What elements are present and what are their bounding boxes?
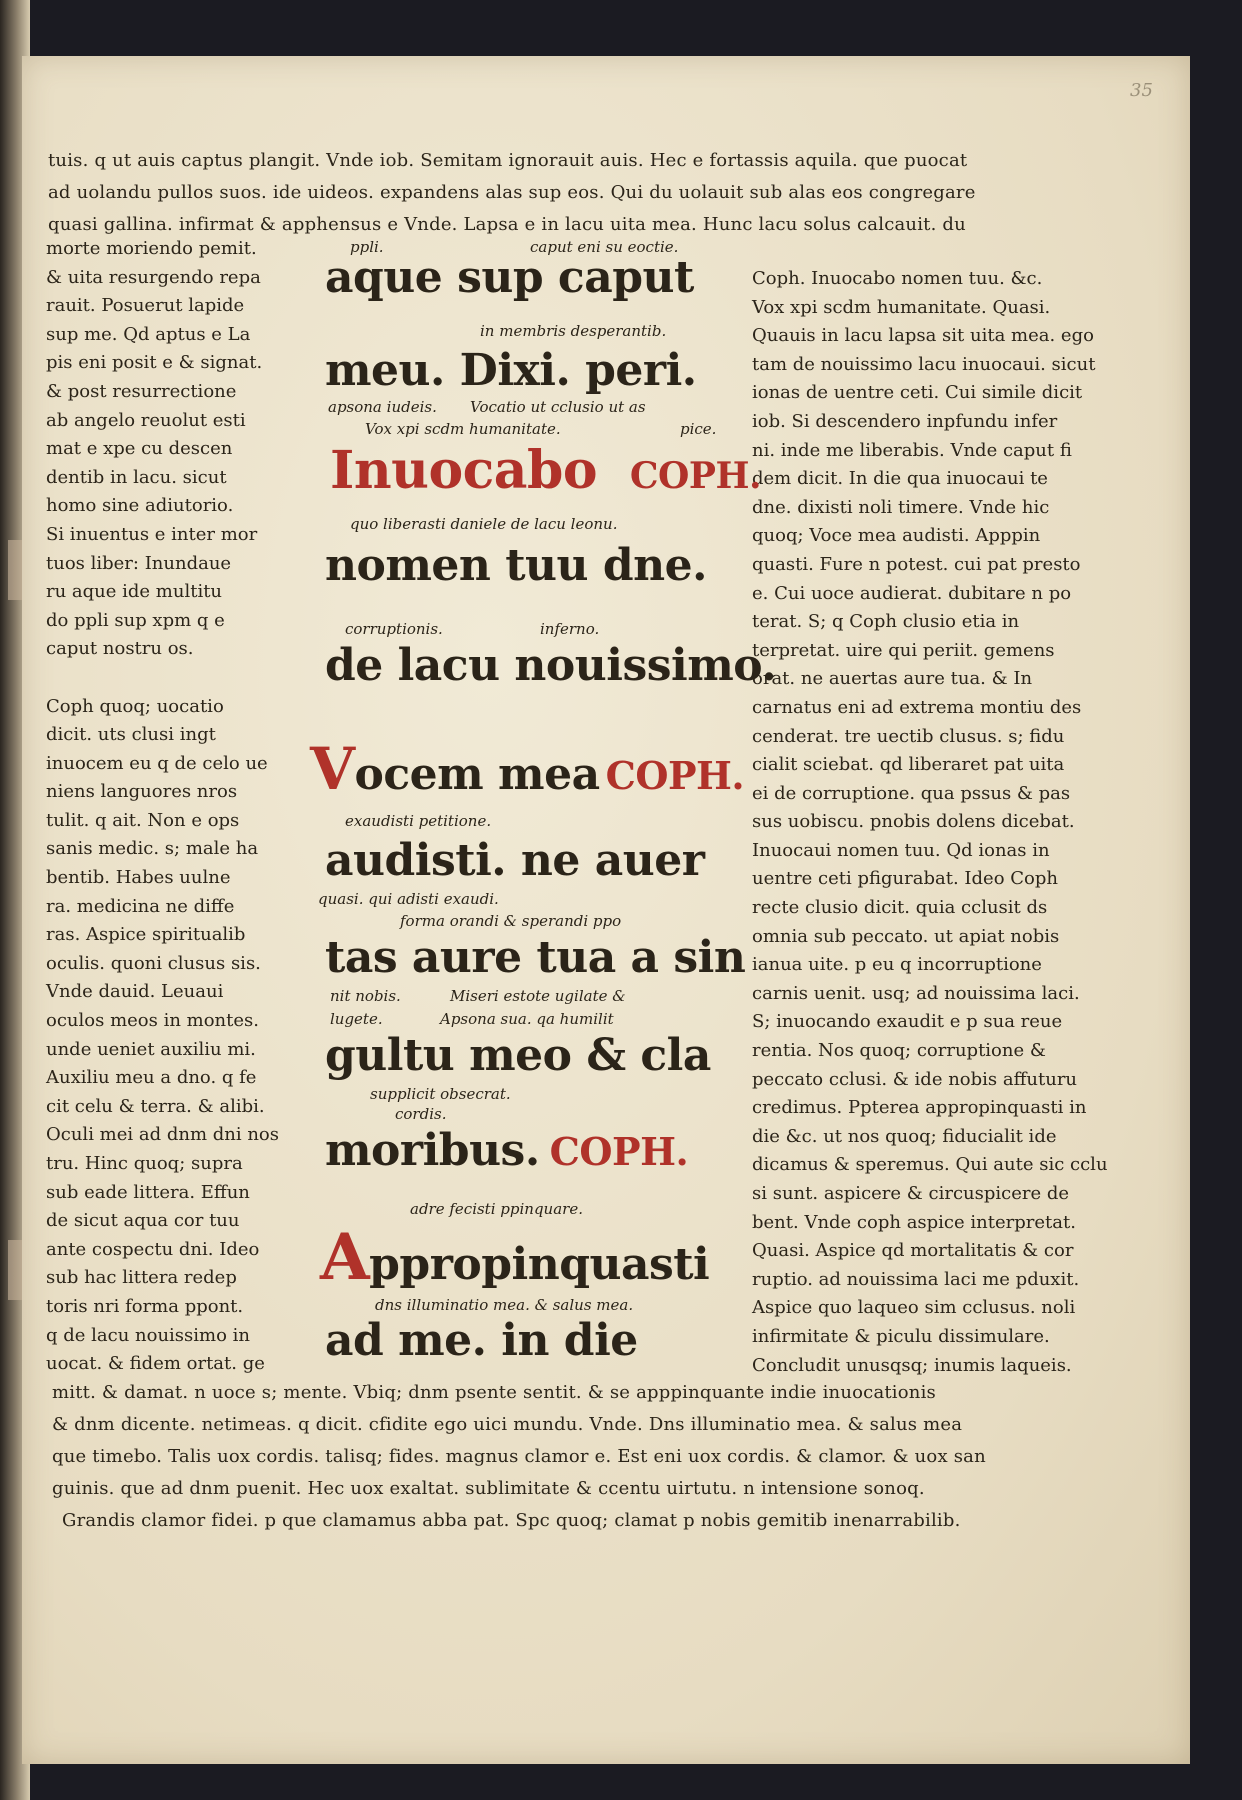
- right-gloss-line: sus uobiscu. pnobis dolens dicebat.: [752, 811, 1075, 833]
- left-gloss-line: & post resurrectione: [46, 380, 237, 402]
- left-gloss-line: tulit. q ait. Non e ops: [46, 809, 240, 831]
- interlinear-gloss: supplicit obsecrat.: [370, 1085, 511, 1103]
- right-gloss-line: peccato cclusi. & ide nobis affuturu: [752, 1068, 1078, 1090]
- interlinear-gloss: caput eni su eoctie.: [530, 238, 679, 256]
- right-gloss-line: dem dicit. In die qua inuocaui te: [752, 468, 1048, 490]
- left-gloss-line: tuos liber: Inundaue: [46, 552, 232, 574]
- right-gloss-line: carnatus eni ad extrema montiu des: [752, 696, 1082, 718]
- left-gloss-line: mat e xpe cu descen: [46, 438, 233, 460]
- left-gloss-line: ante cospectu dni. Ideo: [46, 1238, 260, 1260]
- right-gloss-line: credimus. Ppterea appropinquasti in: [752, 1097, 1087, 1119]
- right-gloss-line: S; inuocando exaudit e p sua reue: [752, 1011, 1063, 1033]
- bottom-gloss-line: mitt. & damat. n uoce s; mente. Vbiq; dnm psente sentit. & se apppinquante indie inuocationis: [52, 1382, 936, 1403]
- right-gloss-line: bent. Vnde coph aspice interpretat.: [752, 1211, 1076, 1233]
- rubric-coph: COPH.: [549, 1129, 689, 1174]
- main-text-line: [310, 735, 744, 803]
- interlinear-gloss: ppli.: [350, 238, 384, 256]
- initial-v: V: [310, 735, 355, 803]
- left-gloss-line: [46, 664, 301, 693]
- right-gloss-line: Quauis in lacu lapsa sit uita mea. ego: [752, 325, 1094, 347]
- right-gloss-column: [752, 265, 1112, 1380]
- right-gloss-line: dne. dixisti noli timere. Vnde hic: [752, 496, 1050, 518]
- interlinear-gloss: forma orandi & sperandi ppo: [400, 912, 622, 930]
- right-gloss-line: quasti. Fure n potest. cui pat presto: [752, 553, 1081, 575]
- left-gloss-line: ab angelo reuolut esti: [46, 409, 246, 431]
- right-gloss-line: orat. ne auertas aure tua. & In: [752, 668, 1033, 690]
- right-gloss-line: carnis uenit. usq; ad nouissima laci.: [752, 982, 1080, 1004]
- right-gloss-line: terpretat. uire qui periit. gemens: [752, 639, 1055, 661]
- left-gloss-line: caput nostru os.: [46, 638, 194, 660]
- left-gloss-line: ra. medicina ne diffe: [46, 895, 235, 917]
- right-gloss-line: cialit sciebat. qd liberaret pat uita: [752, 754, 1065, 776]
- right-gloss-line: Inuocaui nomen tuu. Qd ionas in: [752, 839, 1050, 861]
- interlinear-gloss: in membris desperantib.: [480, 322, 667, 340]
- left-gloss-line: sanis medic. s; male ha: [46, 838, 259, 860]
- main-text-line: nomen tuu dne.: [325, 540, 707, 591]
- interlinear-gloss: Vocatio ut cclusio ut as: [470, 398, 646, 416]
- interlinear-gloss: dns illuminatio mea. & salus mea.: [375, 1296, 634, 1314]
- interlinear-gloss: Vox xpi scdm humanitate.: [365, 420, 561, 438]
- left-gloss-line: morte moriendo pemit.: [46, 238, 257, 259]
- right-gloss-line: dicamus & speremus. Qui aute sic cclu: [752, 1154, 1108, 1176]
- left-gloss-line: Si inuentus e inter mor: [46, 523, 258, 545]
- right-gloss-line: quoq; Voce mea audisti. Apppin: [752, 525, 1041, 547]
- interlinear-gloss: quasi. qui adisti exaudi.: [318, 890, 499, 908]
- right-gloss-line: ni. inde me liberabis. Vnde caput fi: [752, 439, 1072, 461]
- main-text-line: audisti. ne auer: [325, 835, 705, 886]
- right-gloss-line: Coph. Inuocabo nomen tuu. &c.: [752, 268, 1043, 289]
- left-gloss-line: unde ueniet auxiliu mi.: [46, 1038, 256, 1060]
- left-gloss-line: ras. Aspice spiritualib: [46, 924, 246, 946]
- left-gloss-line: niens languores nros: [46, 781, 238, 803]
- left-gloss-line: dicit. uts clusi ingt: [46, 724, 216, 746]
- left-gloss-column: [46, 235, 301, 1379]
- left-gloss-line: & uita resurgendo repa: [46, 266, 261, 288]
- main-text-line: [330, 440, 761, 501]
- interlinear-gloss: exaudisti petitione.: [345, 812, 492, 830]
- interlinear-gloss: Miseri estote ugilate &: [450, 987, 626, 1005]
- right-gloss-line: Quasi. Aspice qd mortalitatis & cor: [752, 1240, 1074, 1262]
- left-gloss-line: Coph quoq; uocatio: [46, 695, 224, 717]
- left-gloss-line: pis eni posit e & signat.: [46, 352, 263, 374]
- left-gloss-line: ru aque ide multitu: [46, 581, 223, 603]
- right-gloss-line: cenderat. tre uectib clusus. s; fidu: [752, 725, 1065, 747]
- right-gloss-line: omnia sub peccato. ut apiat nobis: [752, 925, 1060, 947]
- interlinear-gloss: nit nobis.: [330, 987, 401, 1005]
- red-margin-mark: [8, 1240, 22, 1300]
- interlinear-gloss: Apsona sua. qa humilit: [440, 1010, 614, 1028]
- right-gloss-line: tam de nouissimo lacu inuocaui. sicut: [752, 353, 1096, 375]
- left-gloss-line: bentib. Habes uulne: [46, 867, 231, 889]
- right-gloss-line: iob. Si descendero inpfundu infer: [752, 410, 1058, 432]
- top-gloss-line: ad uolandu pullos suos. ide uideos. expandens alas sup eos. Qui du uolauit sub alas eos congregare: [48, 182, 976, 203]
- right-gloss-line: Concludit unusqsq; inumis laqueis.: [752, 1354, 1072, 1376]
- main-text-fragment: moribus.: [325, 1125, 540, 1176]
- left-gloss-line: q de lacu nouissimo in: [46, 1324, 251, 1346]
- left-gloss-line: do ppli sup xpm q e: [46, 609, 225, 631]
- right-gloss-line: ianua uite. p eu q incorruptione: [752, 954, 1042, 976]
- interlinear-gloss: corruptionis.: [345, 620, 443, 638]
- left-gloss-line: homo sine adiutorio.: [46, 495, 234, 517]
- left-gloss-line: Oculi mei ad dnm dni nos: [46, 1124, 280, 1146]
- left-gloss-line: cit celu & terra. & alibi.: [46, 1095, 265, 1117]
- interlinear-gloss: apsona iudeis.: [328, 398, 437, 416]
- left-gloss-line: oculis. quoni clusus sis.: [46, 952, 261, 974]
- right-gloss-line: recte clusio dicit. quia cclusit ds: [752, 897, 1048, 919]
- left-gloss-line: Vnde dauid. Leuaui: [46, 981, 224, 1003]
- right-gloss-line: si sunt. aspicere & circuspicere de: [752, 1183, 1070, 1204]
- right-gloss-line: rentia. Nos quoq; corruptione &: [752, 1040, 1046, 1062]
- left-gloss-line: sub hac littera redep: [46, 1267, 237, 1289]
- bottom-gloss-line: Grandis clamor fidei. p que clamamus abba pat. Spc quoq; clamat p nobis gemitib inenarrabilib.: [62, 1510, 961, 1531]
- main-text-line: aque sup caput: [325, 252, 694, 303]
- red-margin-mark: [8, 540, 22, 600]
- left-gloss-line: oculos meos in montes.: [46, 1010, 259, 1032]
- interlinear-gloss: lugete.: [330, 1010, 383, 1028]
- left-gloss-line: de sicut aqua cor tuu: [46, 1210, 240, 1232]
- right-gloss-line: ei de corruptione. qua pssus & pas: [752, 782, 1071, 804]
- left-gloss-line: uocat. & fidem ortat. ge: [46, 1353, 265, 1375]
- left-gloss-line: sup me. Qd aptus e La: [46, 323, 251, 345]
- left-gloss-line: sub eade littera. Effun: [46, 1181, 250, 1203]
- main-text-fragment: ocem mea: [354, 749, 600, 800]
- rubric-coph: COPH.: [629, 455, 761, 497]
- right-gloss-line: Vox xpi scdm humanitate. Quasi.: [752, 296, 1051, 318]
- left-gloss-line: inuocem eu q de celo ue: [46, 752, 268, 774]
- interlinear-gloss: adre fecisti ppinquare.: [410, 1200, 583, 1218]
- right-gloss-line: ruptio. ad nouissima laci me pduxit.: [752, 1268, 1080, 1290]
- bottom-gloss-line: & dnm dicente. netimeas. q dicit. cfidite ego uici mundu. Vnde. Dns illuminatio mea. & salus mea: [52, 1414, 963, 1435]
- right-gloss-line: uentre ceti pfigurabat. Ideo Coph: [752, 868, 1058, 890]
- right-gloss-line: terat. S; q Coph clusio etia in: [752, 611, 1020, 633]
- main-text-fragment: ppropinquasti: [369, 1239, 710, 1290]
- right-gloss-line: infirmitate & piculu dissimulare.: [752, 1325, 1050, 1347]
- main-text-line: gultu meo & cla: [325, 1030, 711, 1081]
- left-gloss-line: rauit. Posuerut lapide: [46, 295, 245, 317]
- interlinear-gloss: pice.: [680, 420, 717, 438]
- right-gloss-line: Aspice quo laqueo sim cclusus. noli: [752, 1297, 1076, 1319]
- left-gloss-line: toris nri forma ppont.: [46, 1295, 244, 1317]
- left-gloss-line: Auxiliu meu a dno. q fe: [46, 1067, 257, 1089]
- left-gloss-line: dentib in lacu. sicut: [46, 466, 227, 488]
- main-text-line: [325, 1125, 688, 1176]
- interlinear-gloss: cordis.: [395, 1105, 447, 1123]
- interlinear-gloss: quo liberasti daniele de lacu leonu.: [350, 515, 618, 533]
- initial-a: A: [320, 1220, 370, 1295]
- folio-number: 35: [1130, 80, 1153, 101]
- main-text-line: tas aure tua a sin: [325, 932, 746, 983]
- right-gloss-line: ionas de uentre ceti. Cui simile dicit: [752, 382, 1083, 404]
- main-text-line: [320, 1220, 709, 1295]
- left-gloss-line: tru. Hinc quoq; supra: [46, 1153, 243, 1174]
- main-text-line: ad me. in die: [325, 1315, 638, 1366]
- rubric-coph: COPH.: [605, 753, 745, 798]
- bottom-gloss-line: que timebo. Talis uox cordis. talisq; fides. magnus clamor e. Est eni uox cordis. & clamor. & uox san: [52, 1446, 986, 1467]
- right-gloss-line: die &c. ut nos quoq; fiducialit ide: [752, 1125, 1057, 1147]
- interlinear-gloss: inferno.: [540, 620, 600, 638]
- initial-i: Inuocabo: [330, 440, 598, 501]
- right-gloss-line: e. Cui uoce audierat. dubitare n po: [752, 582, 1072, 604]
- bottom-gloss-line: guinis. que ad dnm puenit. Hec uox exaltat. sublimitate & ccentu uirtutu. n intensione sonoq.: [52, 1478, 925, 1499]
- main-text-line: meu. Dixi. peri.: [325, 345, 697, 396]
- top-gloss-line: quasi gallina. infirmat & apphensus e Vnde. Lapsa e in lacu uita mea. Hunc lacu solus calcauit. du: [48, 214, 966, 235]
- top-gloss-line: tuis. q ut auis captus plangit. Vnde iob. Semitam ignorauit auis. Hec e fortassis aquila. que puocat: [48, 150, 968, 171]
- main-text-line: de lacu nouissimo.: [325, 640, 777, 691]
